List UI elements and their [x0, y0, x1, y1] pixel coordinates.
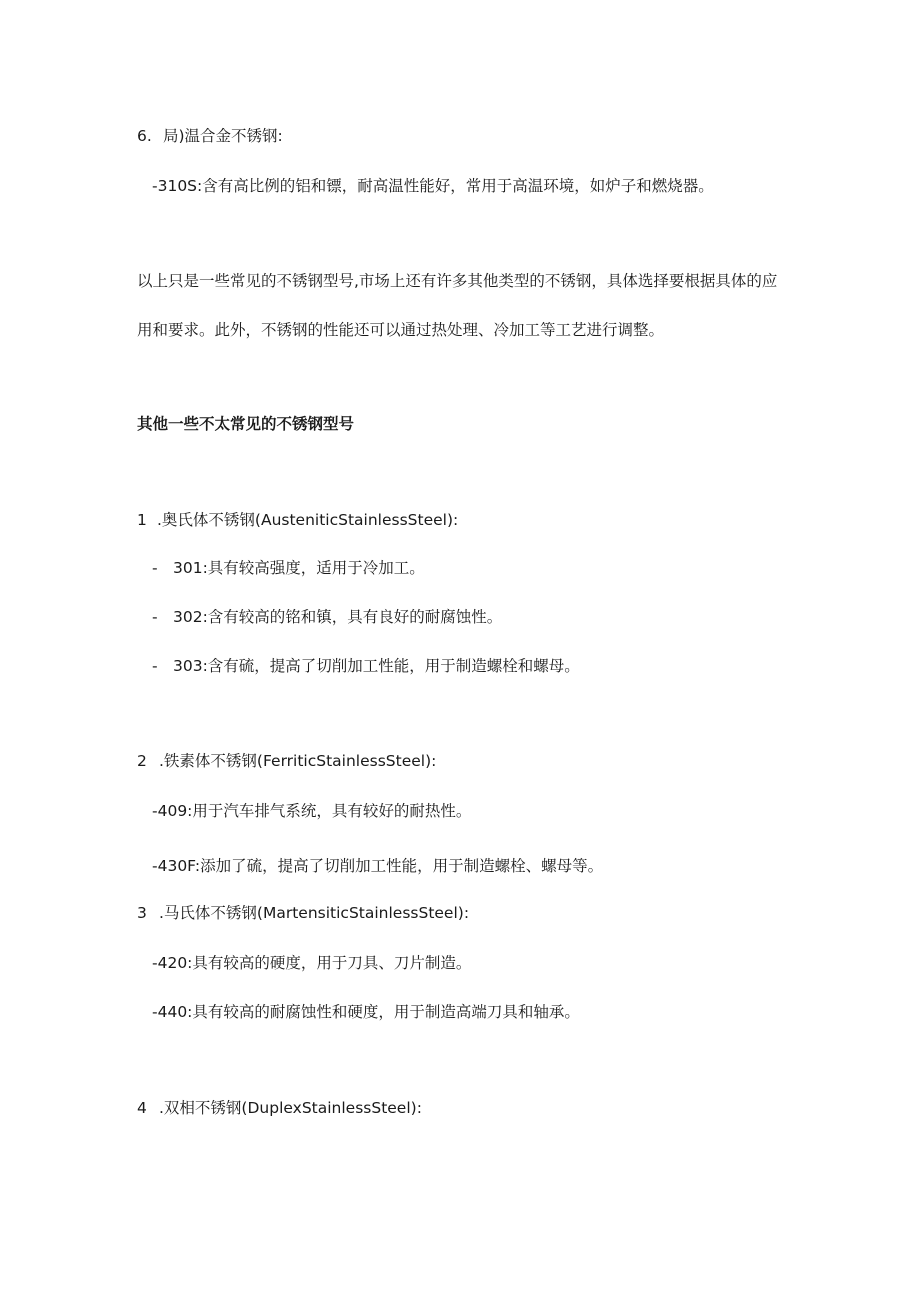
type-title: .双相不锈钢(DuplexStainlessSteel):: [159, 1099, 422, 1117]
section-number: 6.: [137, 127, 152, 145]
list-item-text: 301:具有较高强度，适用于冷加工。: [173, 559, 425, 577]
type-3-heading: [137, 903, 469, 923]
list-dash: -: [152, 657, 158, 675]
type-number: 1: [137, 511, 147, 529]
type-title: .奥氏体不锈钢(AusteniticStainlessSteel):: [157, 511, 459, 529]
type-title: .铁素体不锈钢(FerriticStainlessSteel):: [159, 752, 437, 770]
other-types-heading: 其他一些不太常见的不锈钢型号: [137, 415, 355, 433]
list-item-text: 302:含有较高的铭和镇，具有良好的耐腐蚀性。: [173, 608, 503, 626]
list-item: [152, 656, 580, 676]
type-4-heading: [137, 1098, 422, 1118]
list-item: -409:用于汽车排气系统，具有较好的耐热性。: [152, 802, 472, 820]
list-item: -310S:含有高比例的铝和镖，耐高温性能好，常用于高温环境，如炉子和燃烧器。: [152, 177, 714, 195]
type-1-heading: [137, 510, 458, 530]
list-item: -420:具有较高的硬度，用于刀具、刀片制造。: [152, 954, 472, 972]
list-dash: -: [152, 608, 158, 626]
list-item: [152, 558, 425, 578]
list-dash: -: [152, 559, 158, 577]
type-2-heading: [137, 751, 436, 771]
summary-line-2: 用和要求。此外，不锈钢的性能还可以通过热处理、冷加工等工艺进行调整。: [137, 321, 665, 339]
list-item: -430F:添加了硫，提高了切削加工性能，用于制造螺栓、螺母等。: [152, 857, 604, 875]
section-6-heading: [137, 126, 283, 146]
type-number: 3: [137, 904, 147, 922]
type-title: .马氏体不锈钢(MartensiticStainlessSteel):: [159, 904, 470, 922]
list-item: [152, 607, 502, 627]
section-title: 局)温合金不锈钢:: [163, 127, 283, 145]
summary-line-1: 以上只是一些常见的不锈钢型号,市场上还有许多其他类型的不锈钢，具体选择要根据具体的应: [137, 272, 778, 290]
list-item-text: 303:含有硫，提高了切削加工性能，用于制造螺栓和螺母。: [173, 657, 580, 675]
type-number: 2: [137, 752, 147, 770]
type-number: 4: [137, 1099, 147, 1117]
list-item: -440:具有较高的耐腐蚀性和硬度，用于制造高端刀具和轴承。: [152, 1003, 580, 1021]
